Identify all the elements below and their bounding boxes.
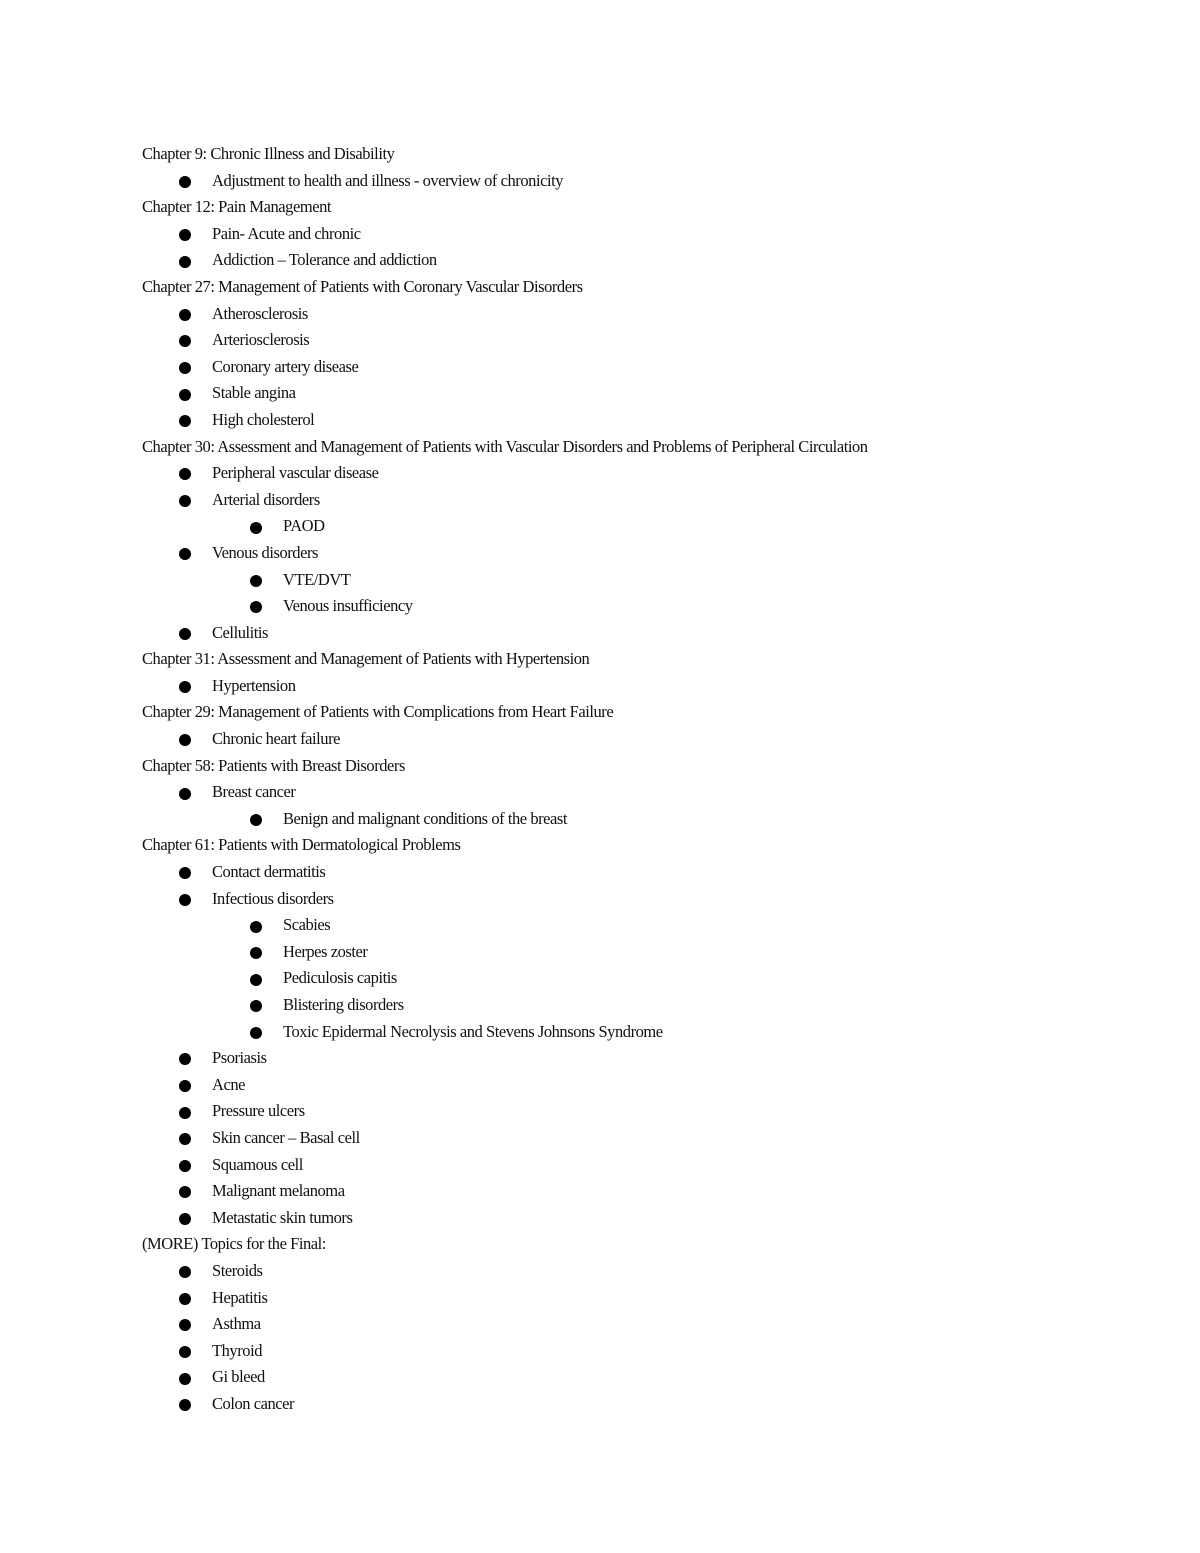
list-item-text: Arteriosclerosis	[212, 330, 310, 350]
sub-list-item-text: Herpes zoster	[283, 941, 368, 961]
bullet-icon	[179, 1319, 191, 1331]
list-item	[142, 1178, 1122, 1205]
bullet-icon	[179, 335, 191, 347]
bullet-icon	[250, 1000, 262, 1012]
list-item-text: Stable angina	[212, 383, 296, 403]
list-item-text: Psoriasis	[212, 1048, 267, 1068]
list-item-text: Chronic heart failure	[212, 729, 340, 749]
list-item	[142, 1258, 1122, 1285]
list-item	[142, 540, 1122, 567]
bullet-icon	[179, 309, 191, 321]
bullet-icon	[179, 788, 191, 800]
list-item	[142, 673, 1122, 700]
bullet-icon	[179, 894, 191, 906]
list-item	[142, 1125, 1122, 1152]
bullet-icon	[179, 389, 191, 401]
bullet-icon	[250, 974, 262, 986]
list-item-text: Addiction – Tolerance and addiction	[212, 250, 437, 270]
bullet-icon	[179, 1346, 191, 1358]
bullet-icon	[179, 734, 191, 746]
list-item	[142, 1045, 1122, 1072]
bullet-icon	[179, 1213, 191, 1225]
section-heading: Chapter 12: Pain Management	[142, 197, 332, 217]
sub-list-item	[142, 806, 1122, 833]
bullet-icon	[179, 229, 191, 241]
list-item-text: Venous disorders	[212, 542, 318, 562]
bullet-icon	[179, 415, 191, 427]
list-item-text: Breast cancer	[212, 782, 296, 802]
section-heading: Chapter 9: Chronic Illness and Disability	[142, 144, 395, 163]
list-item	[142, 487, 1122, 514]
bullet-icon	[179, 468, 191, 480]
list-item	[142, 1285, 1122, 1312]
bullet-icon	[179, 1133, 191, 1145]
bullet-icon	[179, 1373, 191, 1385]
list-item-text: Gi bleed	[212, 1367, 265, 1387]
bullet-icon	[179, 1186, 191, 1198]
bullet-icon	[250, 947, 262, 959]
section-heading: Chapter 30: Assessment and Management of Patients with Vascular Disorders and Problems of Peripheral Circulation	[142, 436, 868, 456]
list-item-text: Hepatitis	[212, 1287, 268, 1307]
section-heading: Chapter 29: Management of Patients with Complications from Heart Failure	[142, 702, 614, 722]
bullet-icon	[179, 1107, 191, 1119]
list-item-text: Cellulitis	[212, 622, 269, 642]
list-item-text: Arterial disorders	[212, 489, 320, 509]
list-item-text: Peripheral vascular disease	[212, 463, 379, 483]
bullet-icon	[179, 1293, 191, 1305]
section-heading: Chapter 58: Patients with Breast Disorders	[142, 755, 405, 775]
bullet-icon	[179, 548, 191, 560]
bullet-icon	[179, 1399, 191, 1411]
sub-list-item	[142, 912, 1122, 939]
bullet-icon	[179, 256, 191, 268]
list-item-text: Hypertension	[212, 675, 296, 695]
list-item	[142, 1391, 1122, 1418]
bullet-icon	[179, 1266, 191, 1278]
bullet-icon	[179, 176, 191, 188]
topic-outline	[142, 141, 1122, 1418]
list-item	[142, 1364, 1122, 1391]
list-item-text: Skin cancer – Basal cell	[212, 1127, 360, 1147]
list-item-text: Pressure ulcers	[212, 1101, 305, 1121]
list-item-text: Metastatic skin tumors	[212, 1207, 353, 1227]
bullet-icon	[179, 495, 191, 507]
bullet-icon	[179, 1160, 191, 1172]
list-item-text: High cholesterol	[212, 409, 315, 429]
sub-list-item	[142, 567, 1122, 594]
list-item-text: Acne	[212, 1074, 246, 1094]
list-item	[142, 168, 1122, 195]
sub-list-item-text: Benign and malignant conditions of the breast	[283, 808, 568, 828]
sub-list-item-text: Scabies	[283, 915, 331, 935]
sub-list-item	[142, 593, 1122, 620]
bullet-icon	[179, 1053, 191, 1065]
sub-list-item-text: Blistering disorders	[283, 995, 404, 1014]
list-item-text: Adjustment to health and illness - overview of chronicity	[212, 170, 564, 190]
list-item-text: Asthma	[212, 1314, 261, 1334]
sub-list-item	[142, 939, 1122, 966]
sub-list-item	[142, 513, 1122, 540]
bullet-icon	[250, 921, 262, 933]
bullet-icon	[179, 681, 191, 693]
bullet-icon	[250, 1027, 262, 1039]
bullet-icon	[250, 601, 262, 613]
sub-list-item-text: Venous insufficiency	[283, 596, 413, 616]
list-item-text: Squamous cell	[212, 1154, 303, 1174]
sub-list-item	[142, 1019, 1122, 1046]
bullet-icon	[250, 575, 262, 587]
list-item	[142, 726, 1122, 753]
list-item	[142, 301, 1122, 328]
list-item	[142, 859, 1122, 886]
list-item	[142, 1098, 1122, 1125]
sub-list-item-text: Pediculosis capitis	[283, 968, 397, 988]
sub-list-item-text: PAOD	[283, 516, 325, 536]
list-item-text: Colon cancer	[212, 1393, 295, 1413]
bullet-icon	[179, 867, 191, 879]
list-item	[142, 1338, 1122, 1365]
list-item	[142, 221, 1122, 248]
list-item-text: Coronary artery disease	[212, 356, 359, 376]
list-item	[142, 620, 1122, 647]
list-item	[142, 1205, 1122, 1232]
list-item	[142, 1072, 1122, 1099]
bullet-icon	[179, 1080, 191, 1092]
section-heading: Chapter 61: Patients with Dermatological Problems	[142, 835, 461, 855]
list-item	[142, 779, 1122, 806]
sub-list-item-text: VTE/DVT	[283, 569, 351, 589]
bullet-icon	[250, 814, 262, 826]
sub-list-item	[142, 992, 1122, 1019]
bullet-icon	[179, 362, 191, 374]
list-item	[142, 247, 1122, 274]
sub-list-item	[142, 965, 1122, 992]
list-item-text: Infectious disorders	[212, 888, 334, 908]
list-item	[142, 354, 1122, 381]
bullet-icon	[179, 628, 191, 640]
list-item-text: Steroids	[212, 1260, 263, 1280]
list-item-text: Atherosclerosis	[212, 303, 308, 323]
list-item	[142, 886, 1122, 913]
section-heading: (MORE) Topics for the Final:	[142, 1234, 326, 1254]
list-item-text: Contact dermatitis	[212, 862, 326, 882]
list-item	[142, 1152, 1122, 1179]
list-item	[142, 327, 1122, 354]
bullet-icon	[250, 522, 262, 534]
sub-list-item-text: Toxic Epidermal Necrolysis and Stevens Johnsons Syndrome	[283, 1021, 663, 1041]
list-item-text: Malignant melanoma	[212, 1181, 345, 1201]
list-item	[142, 1311, 1122, 1338]
list-item-text: Pain- Acute and chronic	[212, 223, 361, 243]
list-item	[142, 380, 1122, 407]
list-item-text: Thyroid	[212, 1340, 263, 1360]
section-heading: Chapter 31: Assessment and Management of Patients with Hypertension	[142, 649, 590, 669]
section-heading: Chapter 27: Management of Patients with Coronary Vascular Disorders	[142, 276, 583, 296]
list-item	[142, 460, 1122, 487]
list-item	[142, 407, 1122, 434]
